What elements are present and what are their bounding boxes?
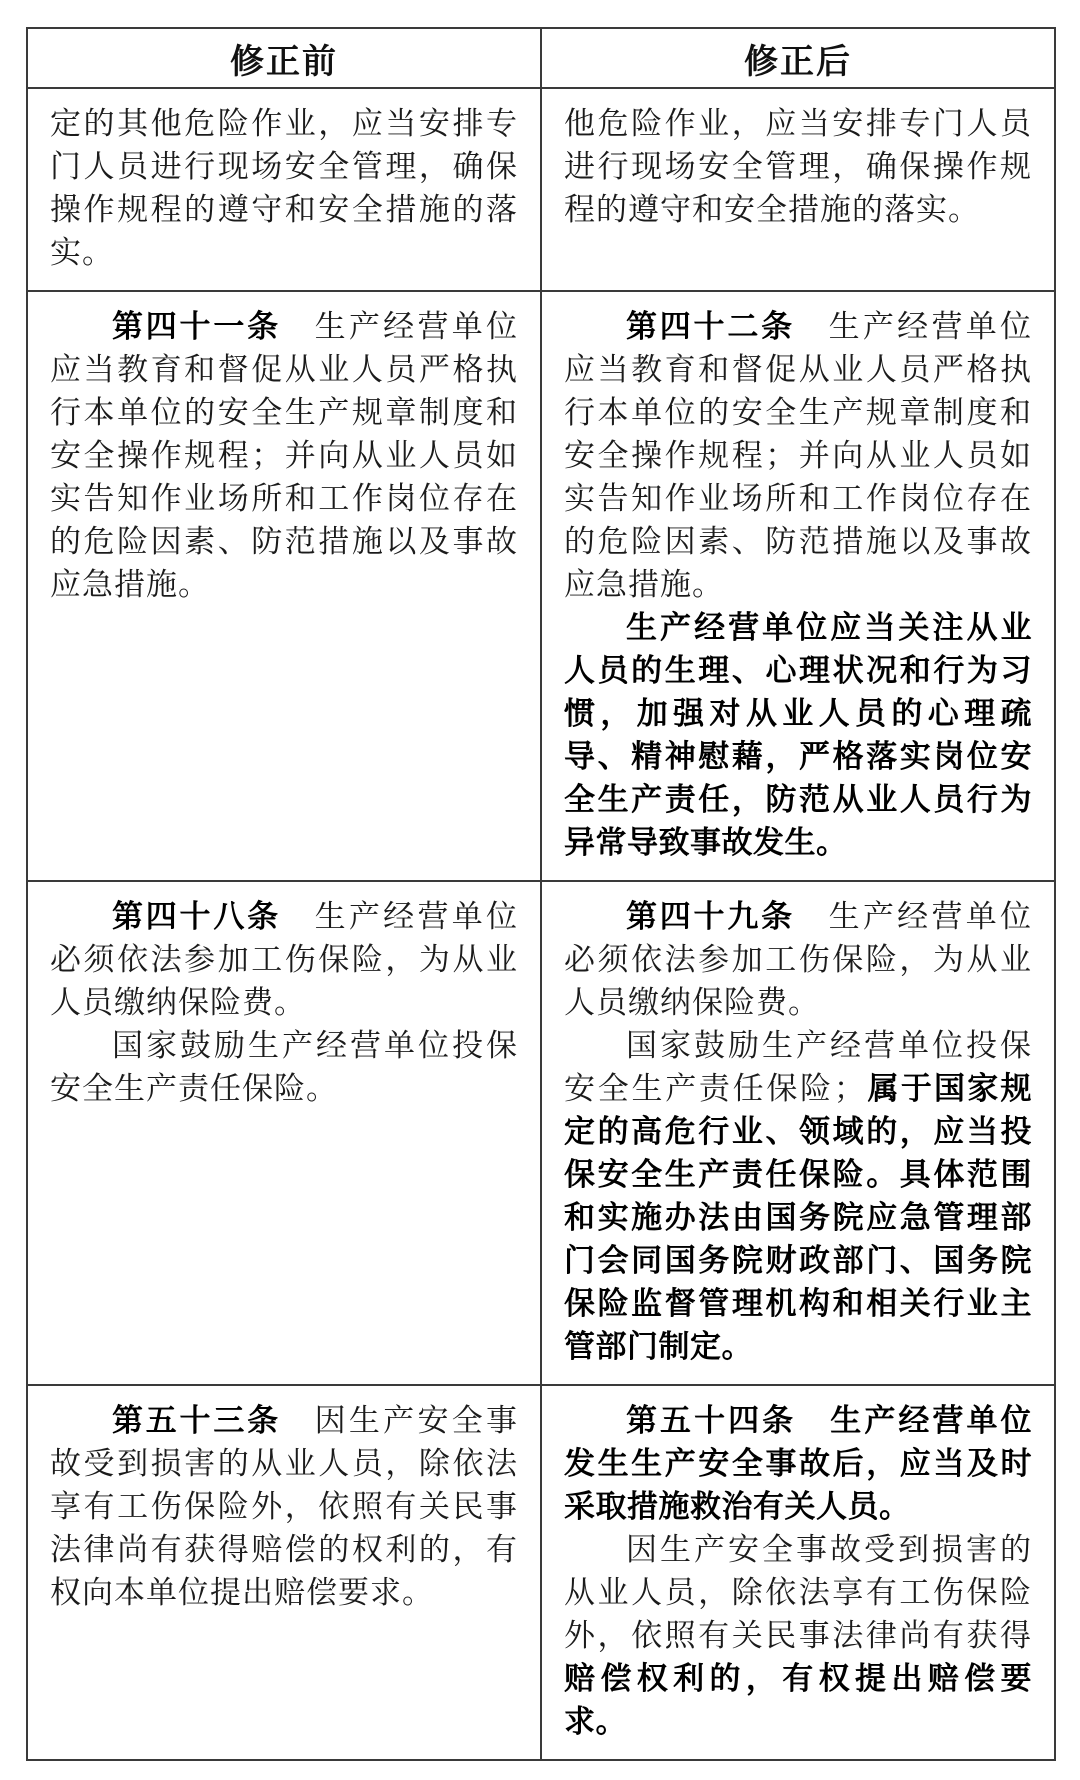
paragraph (564, 305, 1032, 606)
paragraph (50, 1399, 518, 1614)
cell-after (541, 881, 1055, 1385)
cell-before (27, 881, 541, 1385)
header-row (27, 28, 1055, 88)
table-row (27, 1385, 1055, 1760)
emphasized-text: 赔偿权利的，有权提出赔偿要求。 (564, 1661, 1032, 1739)
emphasized-text: 属于国家规定的高危行业、领域的，应当投保安全生产责任保险。具体范围和实施办法由国务院应急管理部门会同国务院财政部门、国务院保险监督管理机构和相关行业主管部门制定。 (564, 1071, 1033, 1364)
body-text: 因生产安全事故受到损害的从业人员，除依法享有工伤保险外，依照有关民事法律尚有获得 (564, 1532, 1032, 1653)
cell-after (541, 291, 1055, 881)
body-text: 生产经营单位应当教育和督促从业人员严格执行本单位的安全生产规章制度和安全操作规程；并向从业人员如实告知作业场所和工作岗位存在的危险因素、防范措施以及事故应急措施。 (50, 309, 519, 602)
column-header-after: 修正后 (541, 28, 1055, 88)
emphasized-text: 第五十三条 (112, 1403, 315, 1438)
cell-before (27, 1385, 541, 1760)
paragraph (564, 102, 1032, 231)
paragraph (50, 305, 518, 606)
table-row (27, 291, 1055, 881)
table-header (27, 28, 1055, 88)
body-text: 国家鼓励生产经营单位投保安全生产责任保险； (564, 1028, 1032, 1106)
paragraph (564, 895, 1032, 1024)
emphasized-text: 第四十八条 (112, 899, 315, 934)
cell-before (27, 88, 541, 291)
emphasized-text: 生产经营单位应当关注从业人员的生理、心理状况和行为习惯，加强对从业人员的心理疏导、精神慰藉，严格落实岗位安全生产责任，防范从业人员行为异常导致事故发生。 (564, 610, 1032, 860)
amendment-comparison-table (26, 27, 1056, 1761)
paragraph (564, 1024, 1032, 1368)
paragraph (50, 102, 518, 274)
paragraph (564, 1399, 1032, 1528)
table-row (27, 88, 1055, 291)
cell-after (541, 88, 1055, 291)
column-header-before: 修正前 (27, 28, 541, 88)
paragraph (50, 1024, 518, 1110)
paragraph (564, 1528, 1032, 1743)
emphasized-text: 第四十二条 (626, 309, 829, 344)
body-text: 定的其他危险作业，应当安排专门人员进行现场安全管理，确保操作规程的遵守和安全措施的落实。 (50, 106, 518, 270)
comparison-table-body (27, 88, 1055, 1760)
cell-before (27, 291, 541, 881)
body-text: 国家鼓励生产经营单位投保安全生产责任保险。 (50, 1028, 518, 1106)
body-text: 生产经营单位必须依法参加工伤保险，为从业人员缴纳保险费。 (50, 899, 519, 1020)
body-text: 因生产安全事故受到损害的从业人员，除依法享有工伤保险外，依照有关民事法律尚有获得赔偿的权利的，有权向本单位提出赔偿要求。 (50, 1403, 519, 1610)
emphasized-text: 第五十四条 生产经营单位发生生产安全事故后，应当及时采取措施救治有关人员。 (564, 1403, 1032, 1524)
emphasized-text: 第四十九条 (626, 899, 829, 934)
body-text: 他危险作业，应当安排专门人员进行现场安全管理，确保操作规程的遵守和安全措施的落实。 (564, 106, 1032, 227)
paragraph (564, 606, 1032, 864)
table-row (27, 881, 1055, 1385)
emphasized-text: 第四十一条 (112, 309, 315, 344)
paragraph (50, 895, 518, 1024)
body-text: 生产经营单位必须依法参加工伤保险，为从业人员缴纳保险费。 (564, 899, 1033, 1020)
cell-after (541, 1385, 1055, 1760)
body-text: 生产经营单位应当教育和督促从业人员严格执行本单位的安全生产规章制度和安全操作规程；并向从业人员如实告知作业场所和工作岗位存在的危险因素、防范措施以及事故应急措施。 (564, 309, 1033, 602)
